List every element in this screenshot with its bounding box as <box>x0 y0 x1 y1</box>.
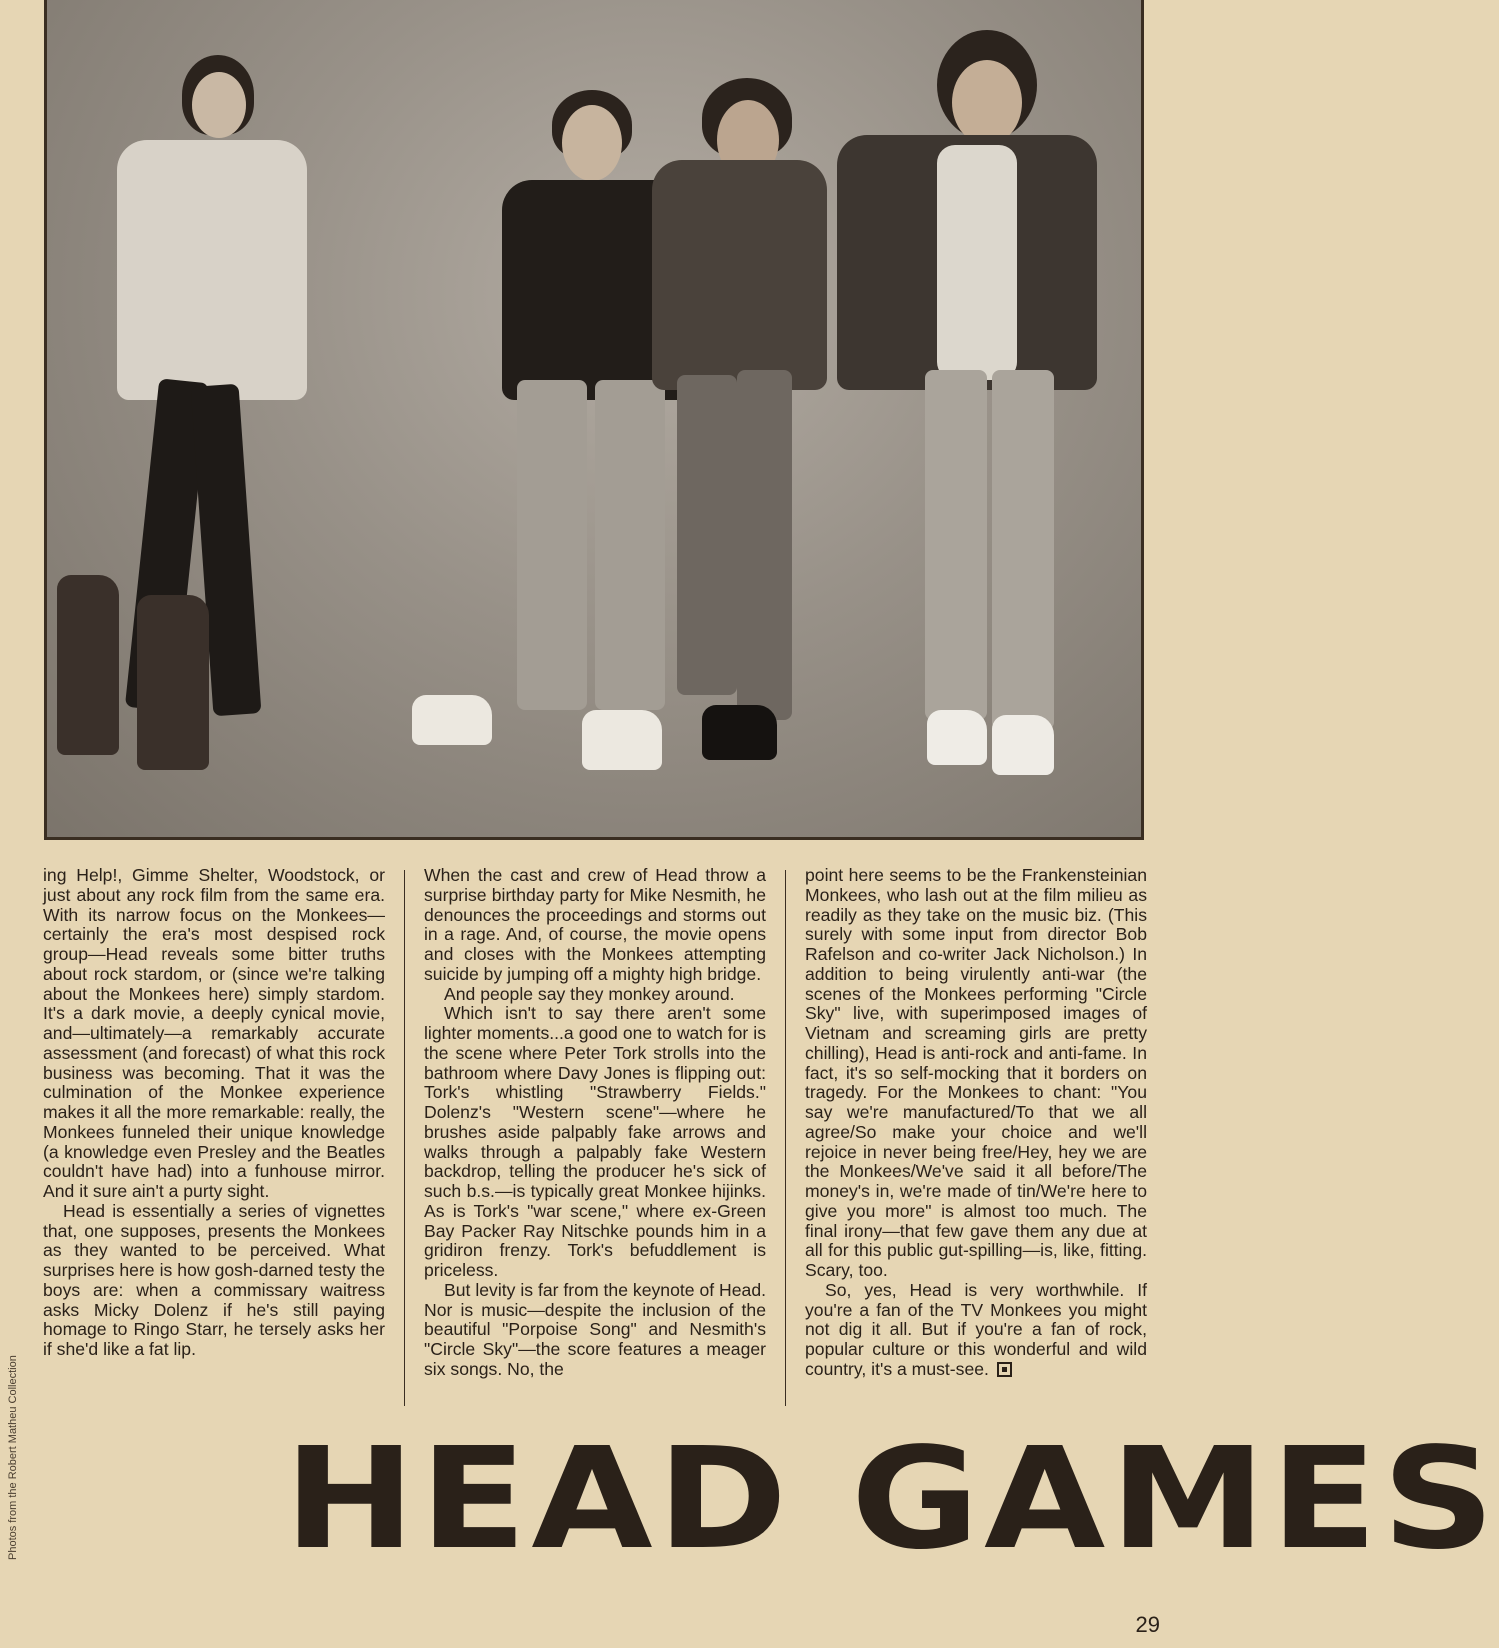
end-mark-icon <box>997 1362 1012 1377</box>
photo-credit: Photos from the Robert Matheu Collection <box>7 1355 19 1560</box>
article-column-2 <box>424 866 766 1380</box>
band-photo <box>44 0 1144 840</box>
article-paragraph-last <box>805 1281 1147 1380</box>
article-paragraph: ing Help!, Gimme Shelter, Woodstock, or just about any rock film from the same era. With its narrow focus on the Monkees—certainly the era's most despised rock group—Head reveals some bitter truths about rock stardom, or (since we're talking about the Monkees here) simply stardom. It's a dark movie, a deeply cynical movie, and—ultimately—a remarkably accurate assessment (and forecast) of what this rock business was becoming. That it was the culmination of the Monkee experience makes it all the more remarkable: really, the Monkees funneled their unique knowledge (a knowledge even Presley and the Beatles couldn't have had) into a funhouse mirror. And it sure ain't a purty sight. <box>43 865 385 1201</box>
column-divider <box>404 870 405 1406</box>
article-paragraph: But levity is far from the keynote of Head. Nor is music—despite the inclusion of the beautiful "Porpoise Song" and Nesmith's "Circle Sky"—the score features a meager six songs. No, the <box>424 1279 766 1379</box>
article-column-3 <box>805 866 1147 1380</box>
article-paragraph: And people say they monkey around. <box>444 983 735 1004</box>
article-paragraph: point here seems to be the Frankensteinian Monkees, who lash out at the film milieu as readily as they take on the music biz. (This surely with some input from director Bob Rafelson and co-writer Jack Nicholson.) In addition to being virulently anti-war (the scenes of the Monkees performing "Circle Sky" live, with superimposed images of Vietnam and screaming girls are pretty chilling), Head is anti-rock and anti-fame. In fact, it's so self-mocking that it borders on tragedy. For the Monkees to chant: "You say we're manufactured/To that we all agree/So make your choice and we'll rejoice in never being free/Hey, hey we are the Monkees/We've said it all before/The money's in, we're made of tin/We're here to give you more" is almost too much. The final irony—that few gave them any due at all for this public gut-spilling—is, like, fitting. Scary, too. <box>805 865 1147 1280</box>
article-paragraph: Head is essentially a series of vignettes that, one supposes, presents the Monkees as they wanted to be perceived. What surprises here is how gosh-darned testy the boys are: when a commissary waitress asks Micky Dolenz if he's still paying homage to Ringo Starr, he tersely asks her if she'd like a fat lip. <box>43 1200 385 1359</box>
article-paragraph: Which isn't to say there aren't some lighter moments...a good one to watch for is the scene where Peter Tork strolls into the bathroom where Davy Jones is flipping out: Tork's whistling "Strawberry Fields." Dolenz's "Western scene"—where he brushes aside palpably fake arrows and walks through a palpably fake Western backdrop, telling the producer he's sick of such b.s.—is typically great Monkee hijinks. As is Tork's "war scene," where ex-Green Bay Packer Ray Nitschke pounds him in a gridiron frenzy. Tork's befuddlement is priceless. <box>424 1003 766 1280</box>
column-divider <box>785 870 786 1406</box>
headline: HEAD GAMES <box>284 1418 1499 1581</box>
page-number: 29 <box>1135 1612 1160 1637</box>
article-paragraph: When the cast and crew of Head throw a surprise birthday party for Mike Nesmith, he denounces the proceedings and storms out in a rage. And, of course, the movie opens and closes with the Monkees attempting suicide by jumping off a mighty high bridge. <box>424 865 766 984</box>
article-paragraph-text: So, yes, Head is very worthwhile. If you're a fan of the TV Monkees you might not dig it all. But if you're a fan of rock, popular culture or this wonderful and wild country, it's a must-see. <box>805 1279 1147 1379</box>
article-column-1 <box>43 866 385 1360</box>
